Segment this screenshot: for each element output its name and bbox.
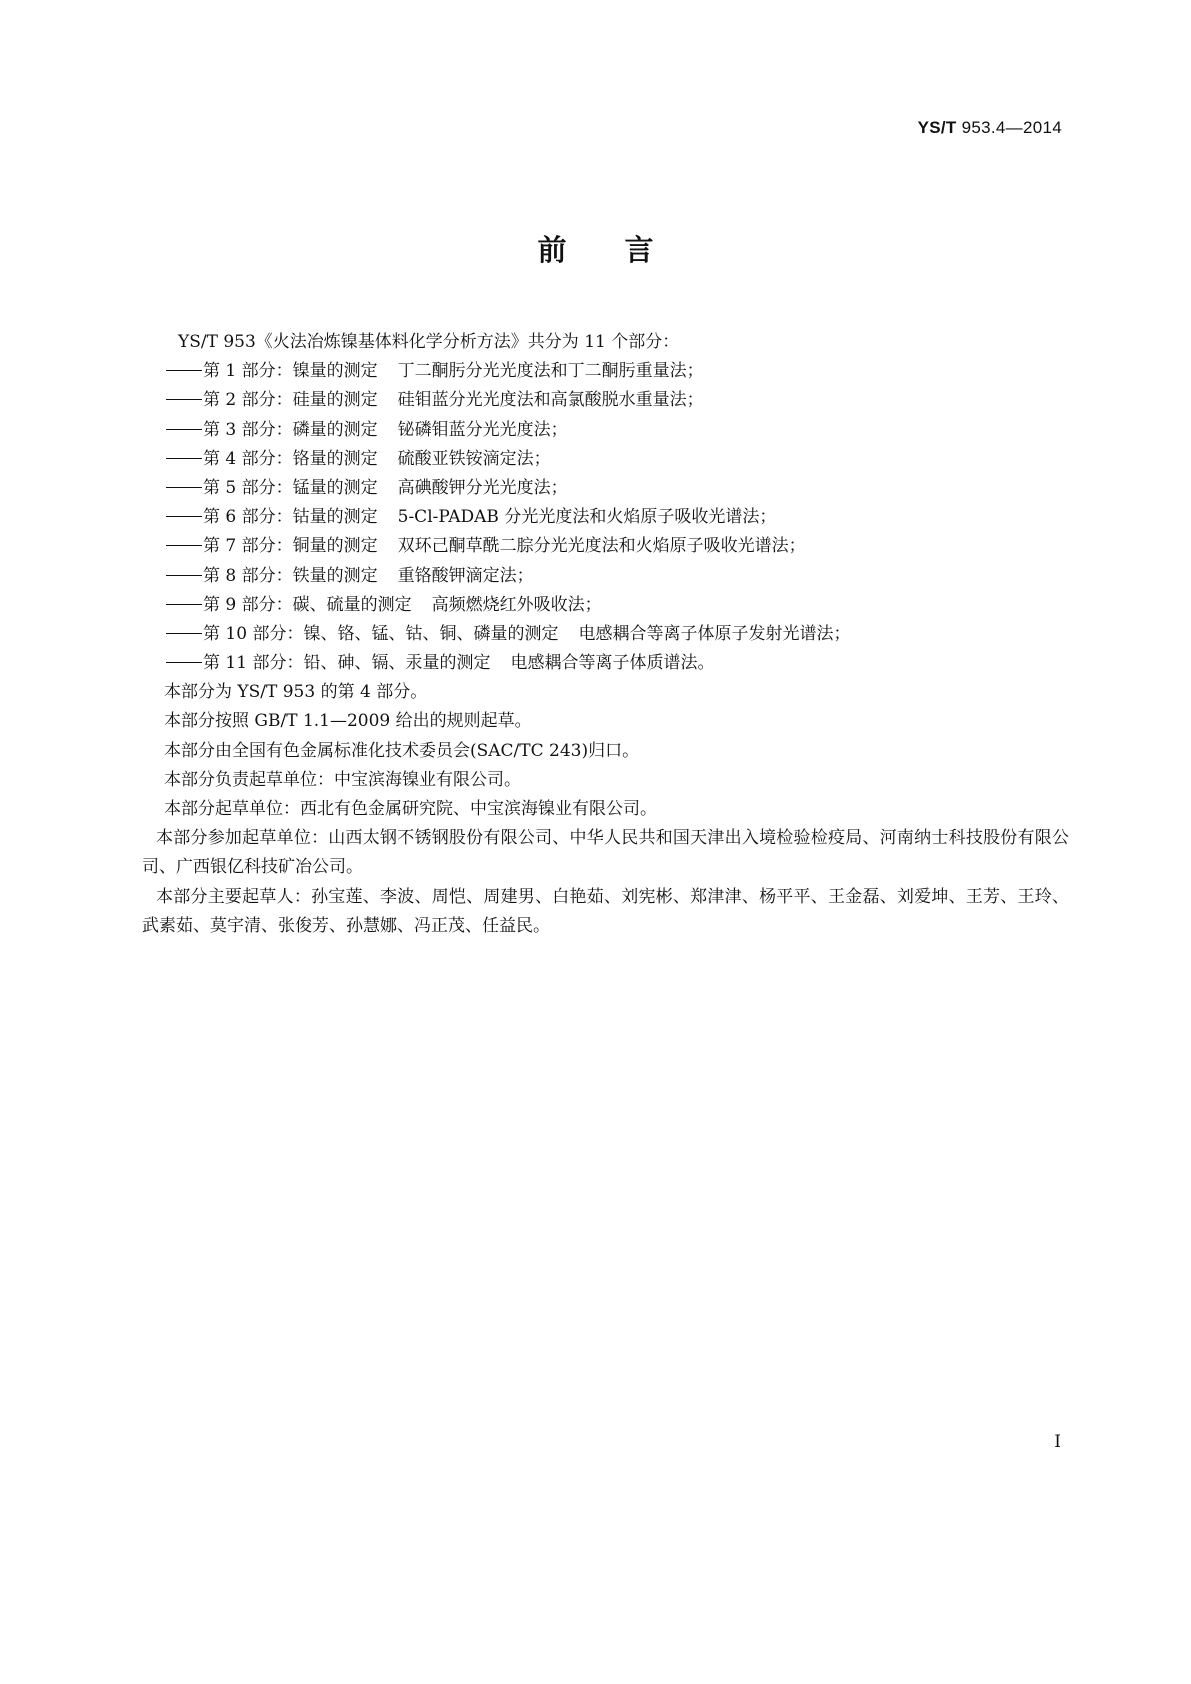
part-label: 第 8 部分：铁量的测定 xyxy=(203,565,378,586)
list-item xyxy=(164,503,1069,532)
em-dash xyxy=(166,429,202,430)
list-item xyxy=(164,591,1069,620)
list-item xyxy=(164,357,1069,386)
paragraph-committee: 本部分由全国有色金属标准化技术委员会(SAC/TC 243)归口。 xyxy=(164,740,640,761)
standard-code-number: 953.4—2014 xyxy=(961,118,1062,137)
list-item xyxy=(164,562,1069,591)
em-dash xyxy=(166,458,202,459)
page-number: I xyxy=(1054,1432,1061,1452)
part-label: 第 2 部分：硅量的测定 xyxy=(203,390,378,411)
part-method: 高频燃烧红外吸收法； xyxy=(431,594,602,615)
em-dash xyxy=(166,545,202,546)
list-item xyxy=(164,474,1069,503)
part-method: 5-Cl-PADAB 分光光度法和火焰原子吸收光谱法； xyxy=(397,507,777,528)
list-item xyxy=(164,532,1069,561)
part-label: 第 10 部分：镍、铬、锰、钴、铜、磷量的测定 xyxy=(203,623,559,644)
em-dash xyxy=(166,575,202,576)
standard-code xyxy=(918,118,1062,138)
part-label: 第 1 部分：镍量的测定 xyxy=(203,361,378,382)
list-item xyxy=(164,649,1069,678)
paragraph-responsible-unit: 本部分负责起草单位：中宝滨海镍业有限公司。 xyxy=(164,769,521,790)
part-method: 重铬酸钾滴定法； xyxy=(397,565,534,586)
list-item xyxy=(164,416,1069,445)
part-label: 第 11 部分：铅、砷、镉、汞量的测定 xyxy=(203,653,491,674)
part-method: 双环己酮草酰二腙分光光度法和火焰原子吸收光谱法； xyxy=(397,536,806,557)
part-method: 硫酸亚铁铵滴定法； xyxy=(397,448,551,469)
part-label: 第 5 部分：锰量的测定 xyxy=(203,477,378,498)
paragraph-part-statement: 本部分为 YS/T 953 的第 4 部分。 xyxy=(164,682,428,703)
list-item xyxy=(164,620,1069,649)
em-dash xyxy=(166,662,202,663)
paragraph-participating-units: 本部分参加起草单位：山西太钢不锈钢股份有限公司、中华人民共和国天津出入境检验检疫局、河南纳士科技股份有限公司、广西银亿科技矿冶公司。 xyxy=(142,828,1069,878)
part-method: 电感耦合等离子体质谱法。 xyxy=(510,653,715,674)
part-label: 第 4 部分：铬量的测定 xyxy=(203,448,378,469)
part-label: 第 9 部分：碳、硫量的测定 xyxy=(203,594,412,615)
part-method: 硅钼蓝分光光度法和高氯酸脱水重量法； xyxy=(397,390,704,411)
list-item xyxy=(164,386,1069,415)
paragraph-drafting-units: 本部分起草单位：西北有色金属研究院、中宝滨海镍业有限公司。 xyxy=(164,799,657,819)
part-method: 高碘酸钾分光光度法； xyxy=(397,477,568,498)
em-dash xyxy=(166,399,202,400)
page-title: 前言 xyxy=(537,233,712,267)
paragraph-drafting-rules: 本部分按照 GB/T 1.1—2009 给出的规则起草。 xyxy=(164,711,532,732)
em-dash xyxy=(166,604,202,605)
part-method: 铋磷钼蓝分光光度法； xyxy=(397,419,568,440)
paragraph-main-drafters: 本部分主要起草人：孙宝莲、李波、周恺、周建男、白艳茹、刘宪彬、郑津津、杨平平、王金磊、刘爱坤、王芳、王玲、武素茹、莫宇清、张俊芳、孙慧娜、冯正茂、任益民。 xyxy=(142,886,1069,936)
list-item xyxy=(164,445,1069,474)
part-method: 丁二酮肟分光光度法和丁二酮肟重量法； xyxy=(397,361,704,382)
em-dash xyxy=(166,487,202,488)
part-label: 第 7 部分：铜量的测定 xyxy=(203,536,378,557)
part-label: 第 3 部分：磷量的测定 xyxy=(203,419,378,440)
intro-paragraph: YS/T 953《火法冶炼镍基体料化学分析方法》共分为 11 个部分： xyxy=(178,332,680,352)
em-dash xyxy=(166,370,202,371)
em-dash xyxy=(166,516,202,517)
document-body xyxy=(142,328,1069,941)
part-label: 第 6 部分：钴量的测定 xyxy=(203,507,378,528)
em-dash xyxy=(166,633,202,634)
part-method: 电感耦合等离子体原子发射光谱法； xyxy=(578,623,851,644)
standard-code-prefix: YS/T xyxy=(917,118,957,137)
